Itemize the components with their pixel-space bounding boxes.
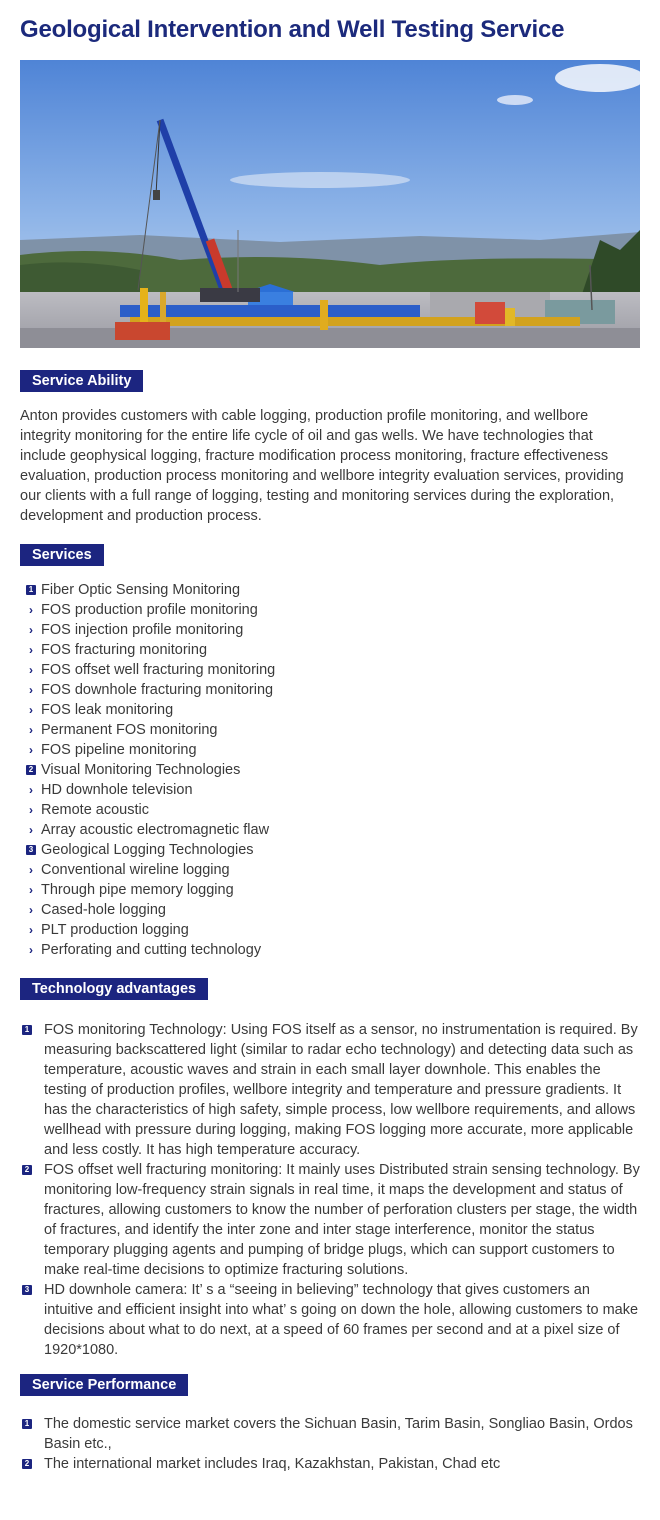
list-item [20, 1020, 640, 1160]
chevron-right-icon: › [29, 623, 33, 637]
chevron-right-icon: › [29, 823, 33, 837]
chevron-right-icon: › [29, 643, 33, 657]
chevron-right-icon: › [29, 603, 33, 617]
number-badge-icon: 2 [26, 765, 36, 775]
list-item [20, 620, 640, 640]
performance-heading: Service Performance [20, 1374, 188, 1396]
list-item-label: Permanent FOS monitoring [41, 722, 218, 738]
chevron-right-icon: › [29, 923, 33, 937]
chevron-right-icon: › [29, 803, 33, 817]
list-item [20, 640, 640, 660]
list-item [20, 720, 640, 740]
list-item [20, 780, 640, 800]
well-site-photo [20, 60, 640, 348]
advantage-text: FOS offset well fracturing monitoring: It mainly uses Distributed strain sensing technology. By monitoring low-frequency strain signals in real time, it maps the development and status of fractures, allowing customers to know the number of perforation clusters per stage, the width of fractures, and identify the inter zone and inter stage interference, monitor the status temporary plugging agents and pumping of bridge plugs, which can support customers to make real-time decisions to optimize fracturing solutions. [44, 1162, 640, 1278]
list-item-label: Conventional wireline logging [41, 862, 230, 878]
list-item [20, 1454, 640, 1474]
chevron-right-icon: › [29, 943, 33, 957]
list-item [20, 900, 640, 920]
list-item [20, 840, 640, 860]
chevron-right-icon: › [29, 683, 33, 697]
list-item-label: FOS injection profile monitoring [41, 622, 244, 638]
list-item [20, 800, 640, 820]
chevron-right-icon: › [29, 723, 33, 737]
services-heading: Services [20, 544, 104, 566]
list-item [20, 1280, 640, 1360]
list-item-label: PLT production logging [41, 922, 189, 938]
service-ability-text: Anton provides customers with cable logging, production profile monitoring, and wellbore integrity monitoring for the entire life cycle of oil and gas wells. We have technologies that include geophysical logging, fracture modification process monitoring, fracture effectiveness evaluation, production process monitoring and wellbore integrity evaluation services, providing our clients with a full range of logging, testing and monitoring services during the exploration, development and production process. [20, 408, 624, 524]
service-ability-heading: Service Ability [20, 370, 143, 392]
list-item-label: HD downhole television [41, 782, 193, 798]
chevron-right-icon: › [29, 663, 33, 677]
number-badge-icon: 1 [22, 1025, 32, 1035]
list-item-label: Visual Monitoring Technologies [41, 762, 241, 778]
performance-text: The international market includes Iraq, Kazakhstan, Pakistan, Chad etc [44, 1456, 501, 1472]
list-item [20, 680, 640, 700]
number-badge-icon: 1 [22, 1419, 32, 1429]
list-item [20, 1160, 640, 1280]
list-item-label: FOS fracturing monitoring [41, 642, 208, 658]
page-content [20, 0, 640, 1474]
advantage-text: HD downhole camera: It’ s a “seeing in believing” technology that gives customers an intuitive and efficient insight into what’ s going on down the hole, allowing customers to make decisions about what to do next, at a speed of 60 frames per second and at a pixel size of 1920*1080. [44, 1282, 639, 1358]
list-item-label: Geological Logging Technologies [41, 842, 254, 858]
page-title: Geological Intervention and Well Testing Service [20, 16, 565, 43]
list-item [20, 760, 640, 780]
list-item [20, 920, 640, 940]
chevron-right-icon: › [29, 883, 33, 897]
advantages-list [20, 1020, 640, 1360]
list-item-label: FOS downhole fracturing monitoring [41, 682, 274, 698]
number-badge-icon: 3 [22, 1285, 32, 1295]
chevron-right-icon: › [29, 743, 33, 757]
hero-image [20, 60, 640, 348]
list-item [20, 880, 640, 900]
chevron-right-icon: › [29, 903, 33, 917]
list-item [20, 740, 640, 760]
chevron-right-icon: › [29, 703, 33, 717]
list-item-label: Fiber Optic Sensing Monitoring [41, 582, 241, 598]
advantages-heading: Technology advantages [20, 978, 208, 1000]
list-item [20, 600, 640, 620]
list-item-label: FOS pipeline monitoring [41, 742, 197, 758]
list-item [20, 940, 640, 960]
list-item-label: Perforating and cutting technology [41, 942, 262, 958]
list-item-label: Array acoustic electromagnetic flaw [41, 822, 270, 838]
list-item [20, 1414, 640, 1454]
list-item [20, 860, 640, 880]
performance-text: The domestic service market covers the Sichuan Basin, Tarim Basin, Songliao Basin, Ordos Basin etc., [44, 1416, 633, 1452]
advantage-text: FOS monitoring Technology: Using FOS itself as a sensor, no instrumentation is required. By measuring backscattered light (similar to radar echo technology) and detecting data such as temperature, acoustic waves and strain in each small layer downhole. This enables the testing of production profiles, wellbore integrity and temperature and pressure gradients. It has the characteristics of high safety, simple process, low wellbore requirements, and allows wellhead with pressure during logging, making FOS logging more accurate, more applicable and less costly. It has high temperature accuracy. [44, 1022, 638, 1158]
services-list [20, 580, 640, 960]
chevron-right-icon: › [29, 863, 33, 877]
performance-list [20, 1414, 640, 1474]
list-item [20, 580, 640, 600]
number-badge-icon: 2 [22, 1165, 32, 1175]
list-item-label: Remote acoustic [41, 802, 149, 818]
list-item [20, 820, 640, 840]
list-item [20, 700, 640, 720]
list-item-label: Through pipe memory logging [41, 882, 234, 898]
list-item-label: FOS offset well fracturing monitoring [41, 662, 276, 678]
list-item-label: Cased-hole logging [41, 902, 166, 918]
number-badge-icon: 3 [26, 845, 36, 855]
chevron-right-icon: › [29, 783, 33, 797]
list-item-label: FOS leak monitoring [41, 702, 174, 718]
list-item-label: FOS production profile monitoring [41, 602, 258, 618]
number-badge-icon: 2 [22, 1459, 32, 1469]
list-item [20, 660, 640, 680]
number-badge-icon: 1 [26, 585, 36, 595]
